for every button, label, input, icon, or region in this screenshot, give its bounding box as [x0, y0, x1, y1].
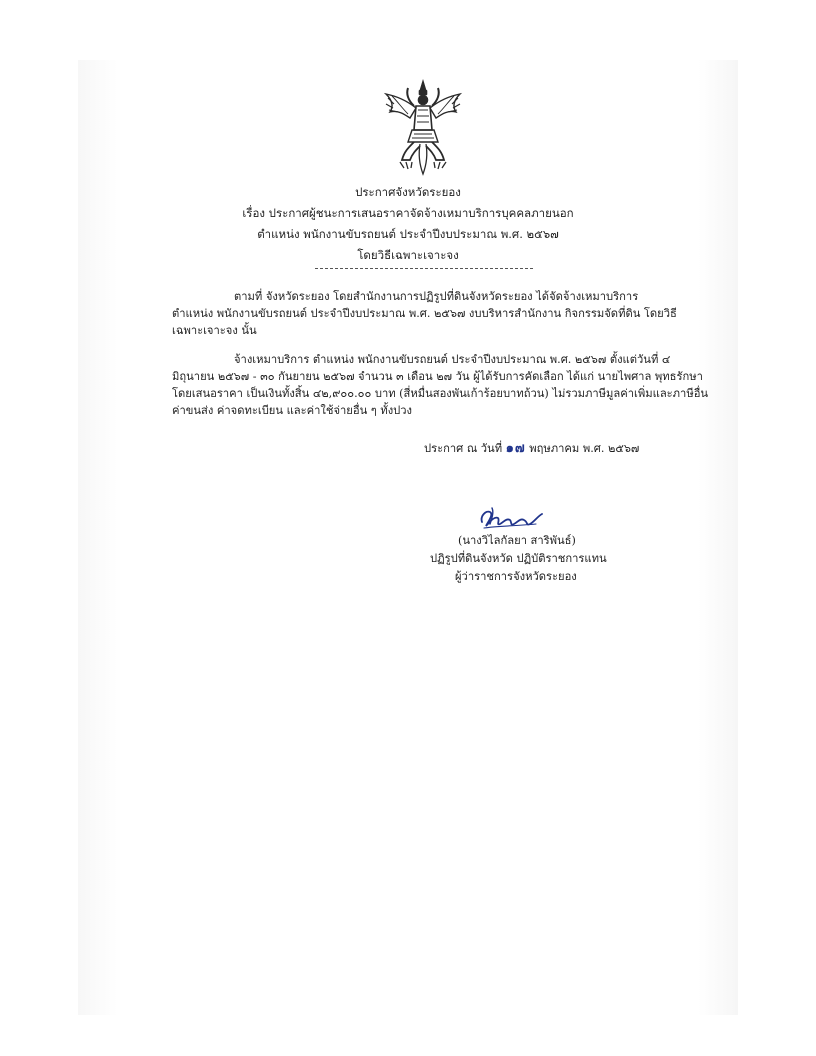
paragraph-2-line-3: โดยเสนอราคา เป็นเงินทั้งสิ้น ๔๒,๙๐๐.๐๐ บาท (สี่หมื่นสองพันเก้าร้อยบาทถ้วน) ไม่รวมภาษีมูลค่าเพิ่มและภาษีอื่น [172, 387, 709, 400]
announcement-date [424, 441, 639, 457]
signatory-name: (นางวิไลกัลยา สาริพันธ์) [458, 534, 576, 547]
header-divider [315, 268, 533, 269]
signatory-position-2: ผู้ว่าราชการจังหวัดระยอง [455, 570, 577, 583]
paragraph-2-line-2: มิถุนายน ๒๕๖๗ - ๓๐ กันยายน ๒๕๖๗ จำนวน ๓ เดือน ๒๗ วัน ผู้ได้รับการคัดเลือก ได้แก่ นายไพศาล พุทธรักษา [172, 370, 703, 383]
paragraph-1-line-3: เฉพาะเจาะจง นั้น [172, 324, 257, 337]
header-subject: เรื่อง ประกาศผู้ชนะการเสนอราคาจัดจ้างเหมาบริการบุคคลภายนอก [242, 206, 574, 220]
header-line-1: ประกาศจังหวัดระยอง [355, 185, 461, 199]
paragraph-2-line-4: ค่าขนส่ง ค่าจดทะเบียน และค่าใช้จ่ายอื่น ๆ ทั้งปวง [172, 404, 413, 417]
signatory-position-1: ปฏิรูปที่ดินจังหวัด ปฏิบัติราชการแทน [430, 552, 607, 565]
header-method: โดยวิธีเฉพาะเจาะจง [357, 248, 459, 262]
date-prefix: ประกาศ ณ วันที่ [424, 442, 503, 455]
paragraph-2-line-1: จ้างเหมาบริการ ตำแหน่ง พนักงานขับรถยนต์ ประจำปีงบประมาณ พ.ศ. ๒๕๖๗ ตั้งแต่วันที่ ๔ [234, 353, 671, 366]
paragraph-1-line-2: ตำแหน่ง พนักงานขับรถยนต์ ประจำปีงบประมาณ พ.ศ. ๒๕๖๗ งบบริหารสำนักงาน กิจกรรมจัดที่ดิน โดยวิธี [172, 307, 677, 320]
date-day: ๑๗ [505, 441, 526, 456]
paper-sheet [78, 60, 738, 1015]
paragraph-1-line-1: ตามที่ จังหวัดระยอง โดยสำนักงานการปฏิรูปที่ดินจังหวัดระยอง ได้จัดจ้างเหมาบริการ [234, 290, 639, 303]
handwritten-signature [476, 502, 548, 532]
garuda-emblem [380, 78, 466, 178]
date-suffix: พฤษภาคม พ.ศ. ๒๕๖๗ [529, 442, 640, 455]
header-position: ตำแหน่ง พนักงานขับรถยนต์ ประจำปีงบประมาณ พ.ศ. ๒๕๖๗ [257, 227, 559, 241]
